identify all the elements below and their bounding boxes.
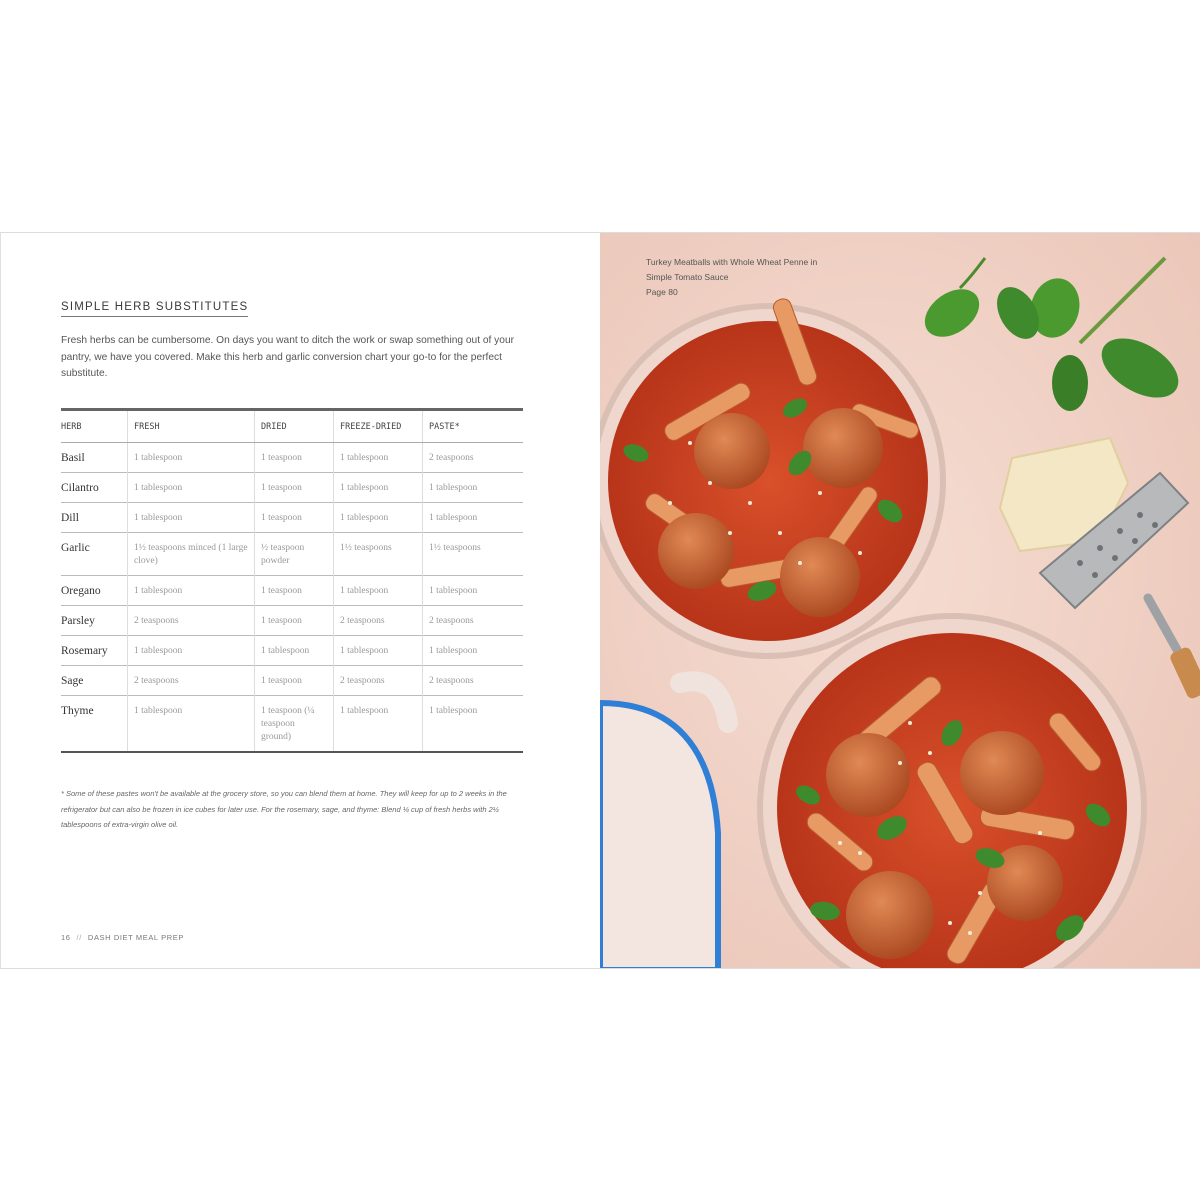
table-cell: 1 tablespoon	[128, 443, 255, 473]
caption-line: Turkey Meatballs with Whole Wheat Penne in	[646, 257, 818, 267]
table-row	[61, 606, 523, 636]
herb-name: Garlic	[61, 533, 128, 576]
table-cell: 1 teaspoon	[255, 666, 334, 696]
herb-name: Dill	[61, 503, 128, 533]
table-cell: 1½ teaspoons	[423, 533, 524, 576]
column-header: HERB	[61, 410, 128, 443]
table-cell: 1 tablespoon	[128, 576, 255, 606]
table-cell: 1 tablespoon	[334, 443, 423, 473]
photo-caption	[646, 255, 876, 300]
intro-paragraph: Fresh herbs can be cumbersome. On days you want to ditch the work or swap something out of your pantry, we have you covered. Make this herb and garlic conversion chart your go-to for the perfect substitute.	[61, 335, 515, 379]
table-cell: 1 tablespoon	[423, 473, 524, 503]
table-cell: 2 teaspoons	[334, 666, 423, 696]
table-cell: 1 teaspoon	[255, 503, 334, 533]
table-cell: 2 teaspoons	[334, 606, 423, 636]
table-row	[61, 666, 523, 696]
table-cell: ½ teaspoon powder	[255, 533, 334, 576]
herb-name: Rosemary	[61, 636, 128, 666]
table-header-row	[61, 410, 523, 443]
table-row	[61, 473, 523, 503]
table-row	[61, 533, 523, 576]
table-cell: 1 tablespoon	[334, 473, 423, 503]
table-row	[61, 636, 523, 666]
separator: //	[76, 933, 82, 942]
herb-name: Cilantro	[61, 473, 128, 503]
column-header: PASTE*	[423, 410, 524, 443]
table-cell: 1 tablespoon	[255, 636, 334, 666]
table-cell: 1 tablespoon	[423, 576, 524, 606]
column-header: FRESH	[128, 410, 255, 443]
table-cell: 1 teaspoon	[255, 606, 334, 636]
herb-name: Sage	[61, 666, 128, 696]
table-cell: 2 teaspoons	[128, 606, 255, 636]
table-row	[61, 443, 523, 473]
table-cell: 2 teaspoons	[423, 606, 524, 636]
caption-line: Simple Tomato Sauce	[646, 272, 729, 282]
table-cell: 1 tablespoon	[128, 503, 255, 533]
table-cell: 2 teaspoons	[423, 443, 524, 473]
section-heading: SIMPLE HERB SUBSTITUTES	[61, 301, 248, 317]
table-cell: 1 tablespoon	[334, 636, 423, 666]
right-page-photo	[600, 233, 1200, 968]
herb-name: Thyme	[61, 696, 128, 753]
table-cell: 2 teaspoons	[423, 666, 524, 696]
table-cell: 1 teaspoon (¼ teaspoon ground)	[255, 696, 334, 753]
caption-page-reference: Page 80	[646, 287, 678, 297]
table-cell: 1 tablespoon	[128, 473, 255, 503]
table-cell: 1 teaspoon	[255, 473, 334, 503]
table-cell: 1 teaspoon	[255, 576, 334, 606]
table-cell: 1 tablespoon	[334, 503, 423, 533]
table-cell: 1 tablespoon	[334, 696, 423, 753]
table-cell: 1 tablespoon	[423, 696, 524, 753]
table-cell: 1 tablespoon	[423, 636, 524, 666]
column-header: FREEZE-DRIED	[334, 410, 423, 443]
book-spread	[0, 232, 1200, 969]
table-cell: 1 tablespoon	[334, 576, 423, 606]
table-cell: 1½ teaspoons	[334, 533, 423, 576]
left-page	[0, 233, 600, 968]
page-number: 16	[61, 933, 71, 942]
table-cell: 1½ teaspoons minced (1 large clove)	[128, 533, 255, 576]
table-cell: 1 tablespoon	[423, 503, 524, 533]
column-header: DRIED	[255, 410, 334, 443]
table-row	[61, 576, 523, 606]
meatball-pasta-photo	[600, 233, 1200, 968]
table-cell: 2 teaspoons	[128, 666, 255, 696]
herb-name: Parsley	[61, 606, 128, 636]
page-footer	[61, 933, 184, 942]
table-row	[61, 503, 523, 533]
table-row	[61, 696, 523, 753]
bowl-bottom	[760, 616, 1144, 968]
table-cell: 1 tablespoon	[128, 636, 255, 666]
running-title: DASH DIET MEAL PREP	[87, 933, 184, 942]
table-cell: 1 tablespoon	[128, 696, 255, 753]
herb-substitutes-table	[61, 408, 523, 753]
table-footnote: * Some of these pastes won't be available at the grocery store, so you can blend them at home. They will keep for up to 2 weeks in the refrigerator but can also be frozen in ice cubes for later use. For the rosemary, sage, and thyme: Blend ¼ cup of fresh herbs with 2½ tablespoons of extra-virgin olive oil.	[61, 789, 507, 829]
table-cell: 1 teaspoon	[255, 443, 334, 473]
herb-name: Basil	[61, 443, 128, 473]
herb-name: Oregano	[61, 576, 128, 606]
